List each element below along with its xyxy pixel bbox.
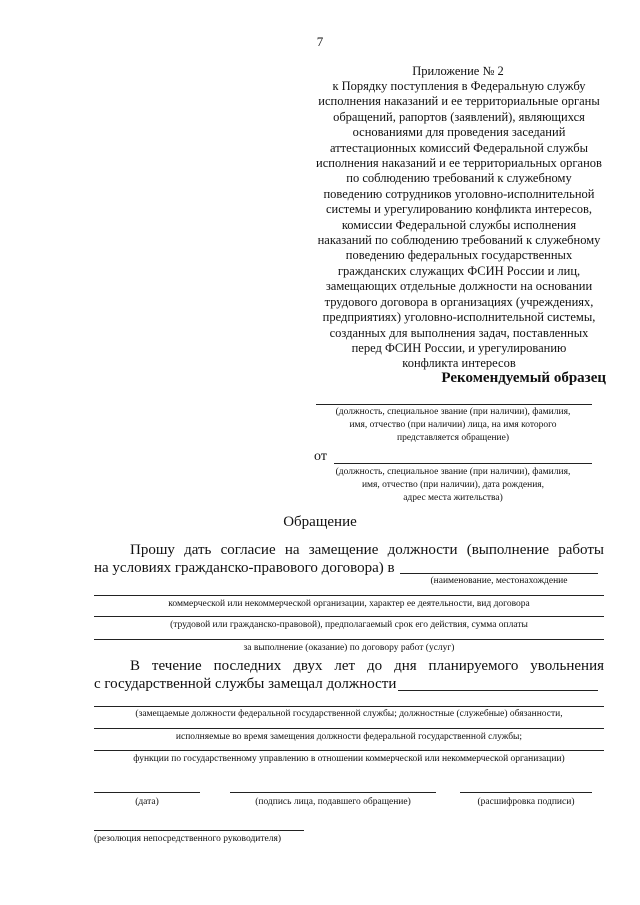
appendix-line: системы и урегулированию конфликта интересов, — [325, 202, 593, 217]
appendix-line: предприятиях) уголовно-исполнительной системы, — [322, 310, 596, 325]
management-functions-caption: функции по государственному управлению в отношении коммерческой или некоммерческой организации) — [133, 754, 565, 764]
appendix-line: наказаний по соблюдению требований к служебному — [317, 233, 601, 248]
sender-caption: (должность, специальное звание (при наличии), фамилия, имя, отчество (при наличии), дата рождения, адрес места жительства) — [335, 467, 571, 503]
appendix-line: созданных для выполнения задач, поставленных — [329, 325, 589, 340]
appendix-line: аттестационных комиссий Федеральной службы — [329, 140, 589, 155]
request-text-line-1: Прошу дать согласие на замещение должности (выполнение работы — [130, 542, 604, 558]
addressee-caption: (должность, специальное звание (при наличии), фамилия, имя, отчество (при наличии) лица, на имя которого представляется обращение) — [335, 407, 571, 443]
date-field[interactable] — [94, 792, 200, 793]
service-text-line-2: с государственной службы замещал должности — [94, 676, 397, 692]
appendix-line: к Порядку поступления в Федеральную службу — [332, 79, 586, 93]
appendix-text — [300, 79, 618, 372]
resolution-field[interactable] — [94, 830, 304, 831]
duties-performed-caption: исполняемые во время замещения должности федеральной государственной службы; — [175, 732, 523, 742]
appendix-line: поведению сотрудников уголовно-исполнительной — [323, 186, 595, 201]
request-text-line-2: на условиях гражданско-правового договора) в — [94, 560, 395, 576]
page-number: 7 — [316, 34, 324, 49]
resolution-caption: (резолюция непосредственного руководителя) — [94, 834, 282, 844]
management-functions-field[interactable] — [94, 750, 604, 751]
appendix-line: поведению федеральных государственных — [345, 248, 573, 263]
positions-held-field[interactable] — [398, 690, 598, 691]
contract-terms-field[interactable] — [94, 616, 604, 617]
appendix-line: основаниями для проведения заседаний — [352, 125, 566, 140]
appendix-line: исполнения наказаний и ее территориальных органов — [316, 156, 602, 171]
appendix-line: обращений, рапортов (заявлений), являющихся — [333, 109, 585, 124]
appendix-line: по соблюдению требований к служебному — [346, 171, 572, 186]
recommended-sample-label: Рекомендуемый образец — [441, 370, 606, 386]
appendix-line: трудового договора в организациях (учреждениях, — [324, 294, 594, 309]
signature-caption: (подпись лица, подавшего обращение) — [255, 797, 411, 807]
positions-duties-caption: (замещаемые должности федеральной государственной службы; должностные (служебные) обязанности, — [135, 709, 563, 719]
document-heading: Обращение — [283, 514, 357, 530]
signature-decryption-caption: (расшифровка подписи) — [477, 797, 575, 807]
signature-decryption-field[interactable] — [460, 792, 592, 793]
signature-field[interactable] — [230, 792, 436, 793]
organization-details-field[interactable] — [94, 595, 604, 596]
appendix-line: перед ФСИН России, и урегулированию — [351, 340, 567, 355]
date-caption: (дата) — [135, 797, 159, 807]
organization-caption: (наименование, местонахождение — [430, 576, 568, 586]
from-label: от — [314, 449, 327, 464]
appendix-line: гражданских служащих ФСИН России и лиц, — [337, 263, 581, 278]
positions-duties-field[interactable] — [94, 706, 604, 707]
contract-terms-caption: (трудовой или гражданско-правовой), предполагаемый срок его действия, сумма оплаты — [170, 620, 528, 630]
appendix-line: замещающих отдельные должности на основании — [325, 279, 593, 294]
service-text-line-1: В течение последних двух лет до дня планируемого увольнения — [130, 658, 604, 674]
duties-performed-field[interactable] — [94, 728, 604, 729]
appendix-line: комиссии Федеральной службы исполнения — [341, 217, 577, 232]
organization-field[interactable] — [400, 573, 598, 574]
sender-field[interactable] — [334, 463, 592, 464]
appendix-line: исполнения наказаний и ее территориальные органы — [318, 94, 600, 109]
contract-payment-field[interactable] — [94, 639, 604, 640]
addressee-field[interactable] — [316, 404, 592, 405]
contract-payment-caption: за выполнение (оказание) по договору работ (услуг) — [243, 643, 455, 653]
organization-details-caption: коммерческой или некоммерческой организации, характер ее деятельности, вид договора — [168, 599, 530, 609]
appendix-title: Приложение № 2 — [412, 64, 504, 78]
appendix-line: конфликта интересов — [402, 356, 516, 371]
